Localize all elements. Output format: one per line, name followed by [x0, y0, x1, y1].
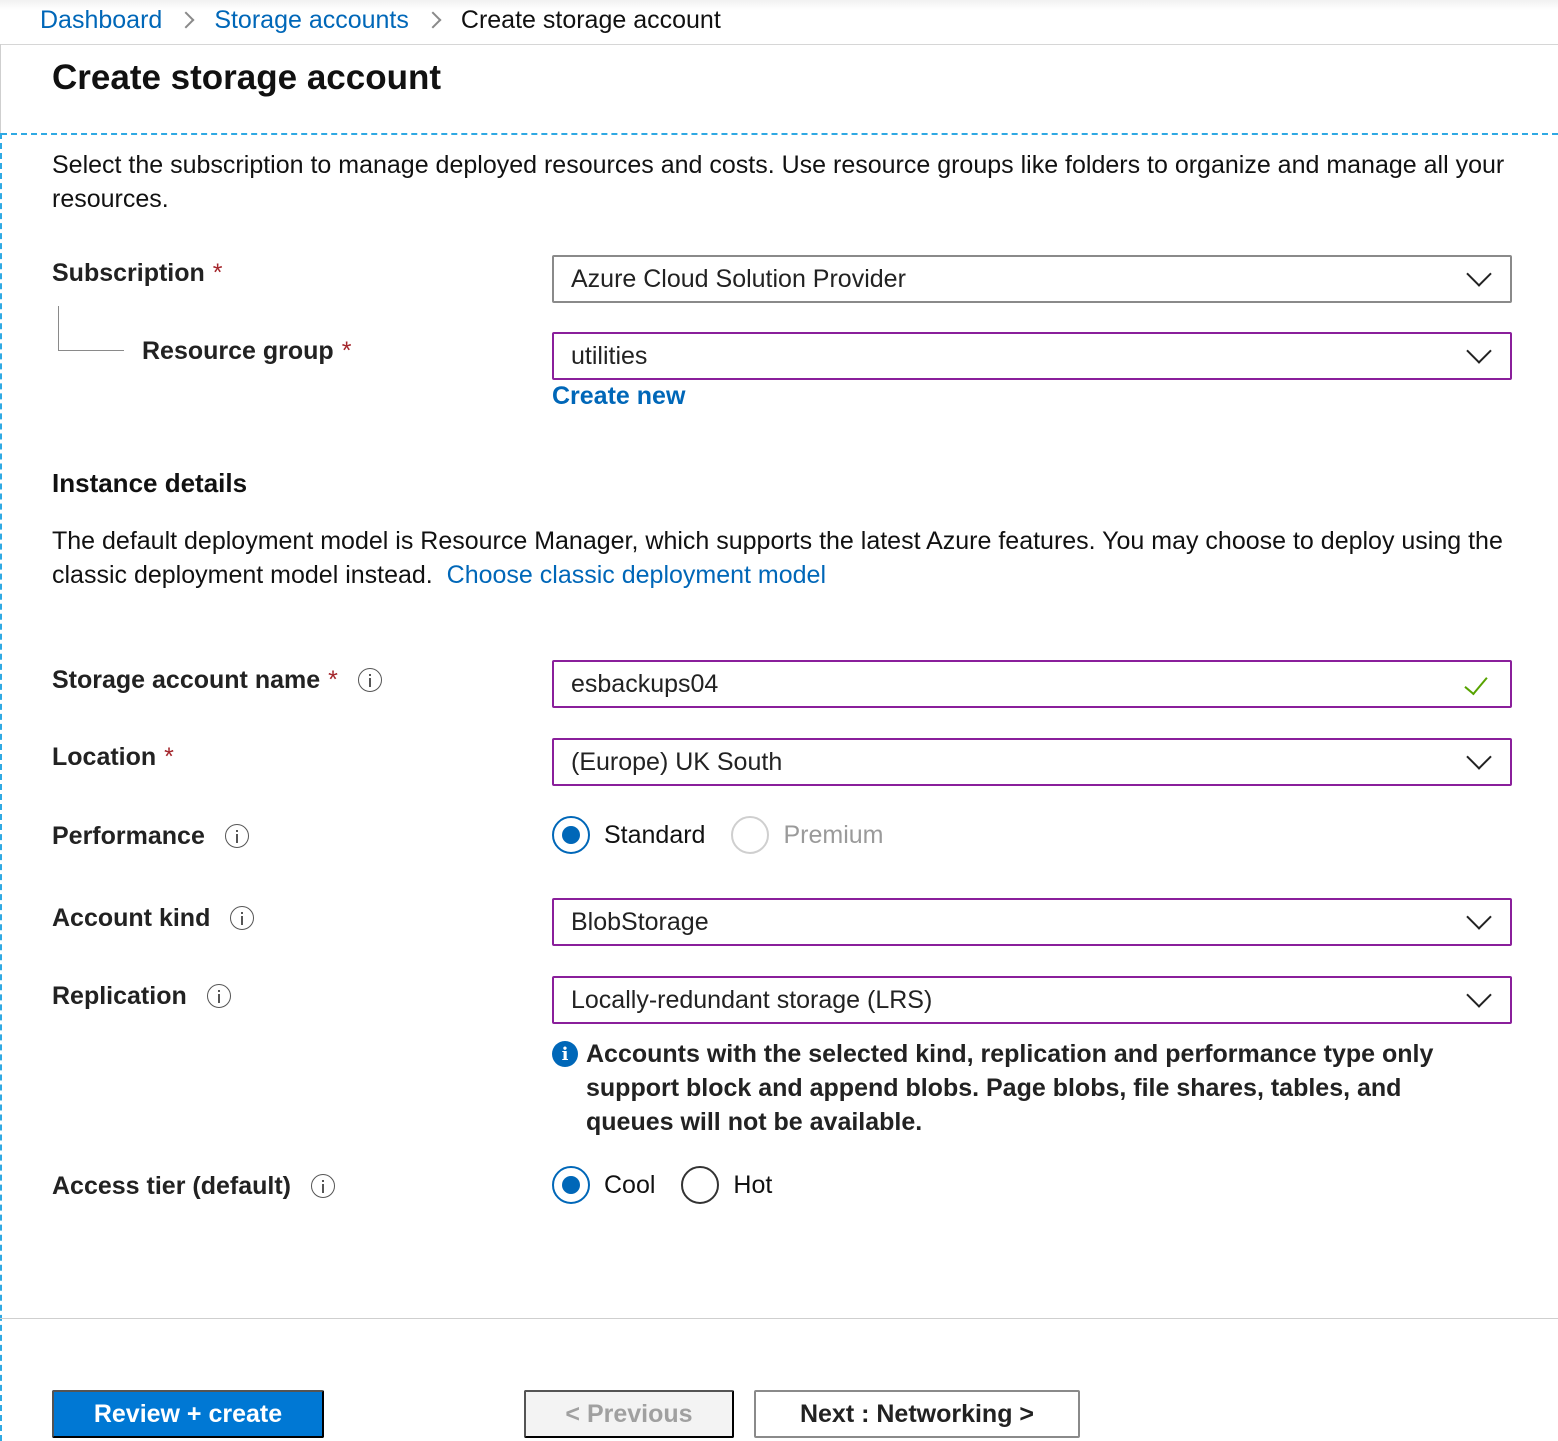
breadcrumb-current: Create storage account: [460, 5, 721, 34]
instance-details-description: [52, 524, 1512, 592]
info-icon[interactable]: [230, 906, 254, 930]
chevron-down-icon: [1466, 744, 1491, 769]
access-tier-hot-label: Hot: [733, 1170, 773, 1199]
content-focus-outline-top: [1, 133, 1558, 135]
required-asterisk: *: [328, 665, 338, 694]
performance-premium-radio: [731, 816, 883, 854]
chevron-right-icon: [178, 12, 195, 29]
account-kind-value: BlobStorage: [571, 907, 709, 936]
required-asterisk: *: [341, 336, 352, 365]
location-label: [52, 740, 174, 774]
breadcrumb-divider: [0, 44, 1558, 45]
page-title: Create storage account: [52, 58, 442, 97]
previous-button: < Previous: [524, 1390, 734, 1438]
required-asterisk: *: [212, 258, 223, 287]
storage-account-name-value: esbackups04: [571, 669, 719, 698]
resource-group-label-text: Resource group: [142, 336, 334, 365]
required-asterisk: *: [164, 742, 174, 771]
tree-connector: [58, 306, 124, 351]
subscription-dropdown[interactable]: [552, 255, 1512, 303]
replication-label: [52, 979, 231, 1013]
access-tier-radio-group: [552, 1165, 798, 1205]
info-icon[interactable]: [207, 984, 231, 1008]
account-kind-dropdown[interactable]: [552, 898, 1512, 946]
footer-divider: [0, 1318, 1558, 1319]
resource-group-value: utilities: [571, 341, 648, 370]
breadcrumb-storage-accounts-link[interactable]: Storage accounts: [214, 5, 409, 34]
performance-premium-label: Premium: [783, 820, 884, 849]
content-focus-outline-left: [0, 133, 2, 1441]
radio-unselected-icon: [681, 1166, 719, 1204]
project-details-description: Select the subscription to manage deployed resources and costs. Use resource groups like folders to organize and manage all your resources.: [52, 151, 1505, 213]
replication-dropdown[interactable]: [552, 976, 1512, 1024]
info-icon[interactable]: [311, 1174, 335, 1198]
radio-selected-icon: [552, 1166, 590, 1204]
choose-classic-deployment-link[interactable]: Choose classic deployment model: [446, 561, 827, 589]
radio-unselected-icon: [731, 816, 769, 854]
replication-info-note: [552, 1037, 1492, 1139]
chevron-down-icon: [1466, 338, 1491, 363]
checkmark-icon: [1464, 671, 1487, 696]
performance-label-text: Performance: [52, 821, 205, 850]
resource-group-label: [142, 334, 351, 368]
performance-radio-group: [552, 815, 909, 855]
chevron-down-icon: [1466, 982, 1491, 1007]
radio-selected-icon: [552, 816, 590, 854]
chevron-right-icon: [424, 12, 441, 29]
header-left-edge: [0, 44, 1, 134]
resource-group-dropdown[interactable]: [552, 332, 1512, 380]
access-tier-hot-radio[interactable]: [681, 1166, 772, 1204]
account-kind-label: [52, 901, 254, 935]
subscription-value: Azure Cloud Solution Provider: [571, 264, 906, 293]
access-tier-cool-label: Cool: [604, 1170, 656, 1199]
instance-details-title: Instance details: [52, 468, 248, 498]
replication-value: Locally-redundant storage (LRS): [571, 985, 933, 1014]
storage-account-name-input[interactable]: [552, 660, 1512, 708]
replication-label-text: Replication: [52, 981, 187, 1010]
chevron-down-icon: [1466, 904, 1491, 929]
location-value: (Europe) UK South: [571, 747, 783, 776]
performance-standard-label: Standard: [604, 820, 706, 849]
review-create-button[interactable]: Review + create: [52, 1390, 324, 1438]
subscription-label-text: Subscription: [52, 258, 205, 287]
access-tier-label-text: Access tier (default): [52, 1171, 291, 1200]
performance-label: [52, 819, 249, 853]
replication-info-note-text: Accounts with the selected kind, replication and performance type only support block and append blobs. Page blobs, file shares, tables, and queues will not be available.: [586, 1040, 1434, 1136]
storage-account-name-label: [52, 663, 382, 697]
subscription-label: [52, 256, 223, 290]
access-tier-label: [52, 1169, 335, 1203]
performance-standard-radio[interactable]: [552, 816, 705, 854]
storage-account-name-label-text: Storage account name: [52, 665, 321, 694]
instance-details-description-text: The default deployment model is Resource Manager, which supports the latest Azure features. You may choose to deploy using the classic deployment model instead.: [52, 527, 1503, 589]
breadcrumb-dashboard-link[interactable]: Dashboard: [40, 5, 163, 34]
breadcrumb: [40, 0, 721, 40]
location-dropdown[interactable]: [552, 738, 1512, 786]
info-filled-icon: i: [552, 1041, 578, 1067]
access-tier-cool-radio[interactable]: [552, 1166, 655, 1204]
location-label-text: Location: [52, 742, 157, 771]
account-kind-label-text: Account kind: [52, 903, 211, 932]
next-networking-button[interactable]: Next : Networking >: [754, 1390, 1080, 1438]
chevron-down-icon: [1466, 261, 1491, 286]
create-new-resource-group-link[interactable]: Create new: [552, 382, 686, 410]
info-icon[interactable]: [358, 668, 382, 692]
info-icon[interactable]: [225, 824, 249, 848]
